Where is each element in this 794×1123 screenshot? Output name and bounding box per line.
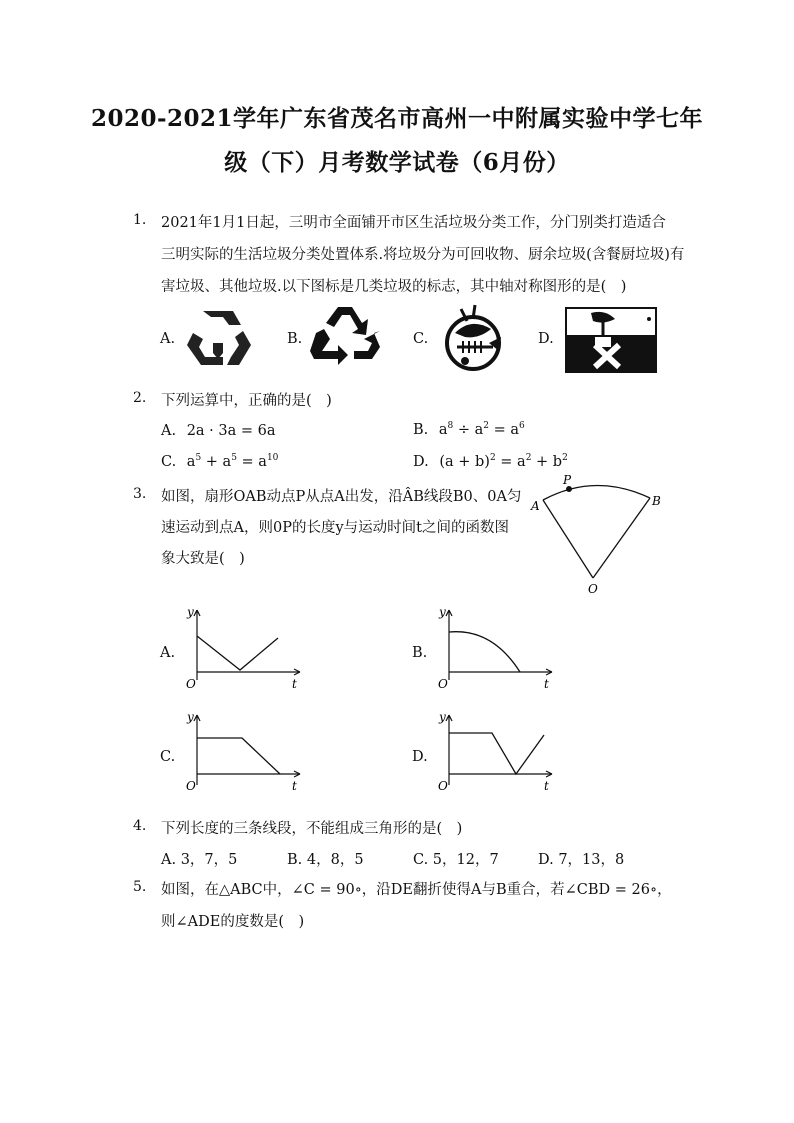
point-o-label: O	[588, 582, 598, 596]
axis-t-label: t	[544, 677, 549, 691]
q4-number: 4.	[133, 818, 147, 834]
q3-graph-a-curve	[197, 636, 278, 670]
recyclable-triangle-icon	[183, 303, 253, 369]
q5-stem-line-1: 如图，在△ABC中，∠C = 90∘，沿DE翻折使得A与B重合，若∠CBD = 26∘，	[161, 882, 672, 898]
q4-option-d: D. 7，13，8	[538, 852, 625, 868]
origin-label: O	[438, 677, 448, 691]
axis-y-label: y	[187, 605, 194, 619]
q2-option-b	[413, 421, 525, 438]
q1-option-c-label: C.	[413, 331, 429, 347]
q1-number: 1.	[133, 212, 147, 228]
q3-stem-line-2: 速运动到点A，则0P的长度y与运动时间t之间的函数图	[161, 520, 509, 536]
q2-number: 2.	[133, 390, 147, 406]
q2-option-d	[413, 453, 568, 470]
q2-option-c	[161, 453, 278, 470]
q3-graph-d	[432, 705, 562, 800]
q2-d-part: (a + b)	[439, 453, 490, 470]
q2-option-c-label: C.	[161, 453, 177, 470]
paper-title-line-1: 2020-2021学年广东省茂名市高州一中附属实验中学七年	[90, 105, 704, 132]
q2-b-part: = a	[489, 421, 520, 438]
q3-graph-d-curve	[449, 733, 544, 774]
recycle-arrows-icon	[308, 303, 382, 369]
q1-stem-line-3: 害垃圾、其他垃圾.以下图标是几类垃圾的标志，其中轴对称图形的是( )	[161, 279, 627, 295]
q2-c-exp: 5	[231, 453, 237, 463]
q3-option-d-label: D.	[412, 749, 428, 765]
q3-stem-line-3: 象大致是( )	[161, 551, 245, 567]
axis-y-label: y	[439, 710, 446, 724]
q2-d-exp: 2	[489, 453, 496, 463]
other-waste-icon	[565, 307, 657, 373]
q2-d-part: + b	[531, 453, 563, 470]
origin-label: O	[186, 779, 196, 793]
q1-stem-line-1: 2021年1月1日起，三明市全面铺开市区生活垃圾分类工作，分门别类打造适合	[161, 215, 666, 231]
q3-option-c-label: C.	[160, 749, 176, 765]
axis-t-label: t	[292, 779, 297, 793]
q2-option-b-label: B.	[413, 421, 429, 438]
axis-y-label: y	[187, 710, 194, 724]
point-a-label: A	[531, 499, 540, 513]
q2-c-part: = a	[236, 453, 267, 470]
q2-c-part: a	[186, 453, 196, 470]
q1-option-b-label: B.	[287, 331, 303, 347]
axis-t-label: t	[292, 677, 297, 691]
q2-d-exp: 2	[525, 453, 532, 463]
q3-stem-line-1: 如图，扇形OAB动点P从点A出发，沿ÂB线段B0、0A匀	[161, 489, 522, 505]
q2-b-part: ÷ a	[453, 421, 484, 438]
point-p-label: P	[563, 473, 572, 487]
q1-stem-line-2: 三明实际的生活垃圾分类处置体系.将垃圾分为可回收物、厨余垃圾(含餐厨垃圾)有	[161, 247, 685, 263]
origin-label: O	[186, 677, 196, 691]
q3-graph-c-curve	[197, 738, 280, 774]
q2-stem: 下列运算中，正确的是( )	[161, 393, 332, 409]
point-b-label: B	[652, 494, 661, 508]
q2-option-a-text: 2a · 3a = 6a	[186, 423, 276, 439]
q3-graph-b	[432, 600, 562, 695]
q2-b-exp: 6	[519, 421, 525, 431]
q3-graph-b-curve	[449, 632, 520, 672]
q4-option-a: A. 3，7，5	[161, 852, 238, 868]
q2-c-exp: 10	[266, 453, 279, 463]
q1-option-d-label: D.	[538, 331, 554, 347]
q2-c-exp: 5	[195, 453, 202, 463]
sector-oab-figure	[525, 470, 665, 600]
q2-d-exp: 2	[562, 453, 568, 463]
q2-b-part: a	[438, 421, 448, 438]
paper-title-line-2: 级（下）月考数学试卷（6月份）	[224, 149, 570, 176]
kitchen-waste-icon	[435, 303, 513, 373]
q3-number: 3.	[133, 486, 147, 502]
q3-graph-c	[180, 705, 310, 800]
q1-option-a-label: A.	[160, 331, 176, 347]
q2-b-exp: 8	[447, 421, 454, 431]
q2-option-d-label: D.	[413, 453, 429, 470]
axis-y-label: y	[439, 605, 446, 619]
axis-t-label: t	[544, 779, 549, 793]
q3-graph-a	[180, 600, 310, 695]
q5-number: 5.	[133, 879, 147, 895]
q3-option-b-label: B.	[412, 645, 428, 661]
q2-option-a-label: A.	[161, 423, 177, 439]
q5-stem-line-2: 则∠ADE的度数是( )	[161, 914, 305, 930]
q3-option-a-label: A.	[160, 645, 176, 661]
q2-b-exp: 2	[483, 421, 490, 431]
q4-stem: 下列长度的三条线段，不能组成三角形的是( )	[161, 821, 463, 837]
q4-option-c: C. 5，12，7	[413, 852, 499, 868]
q2-d-part: = a	[495, 453, 526, 470]
q2-c-part: + a	[201, 453, 232, 470]
q4-option-b: B. 4，8，5	[287, 852, 364, 868]
origin-label: O	[438, 779, 448, 793]
q2-option-a	[161, 423, 276, 439]
